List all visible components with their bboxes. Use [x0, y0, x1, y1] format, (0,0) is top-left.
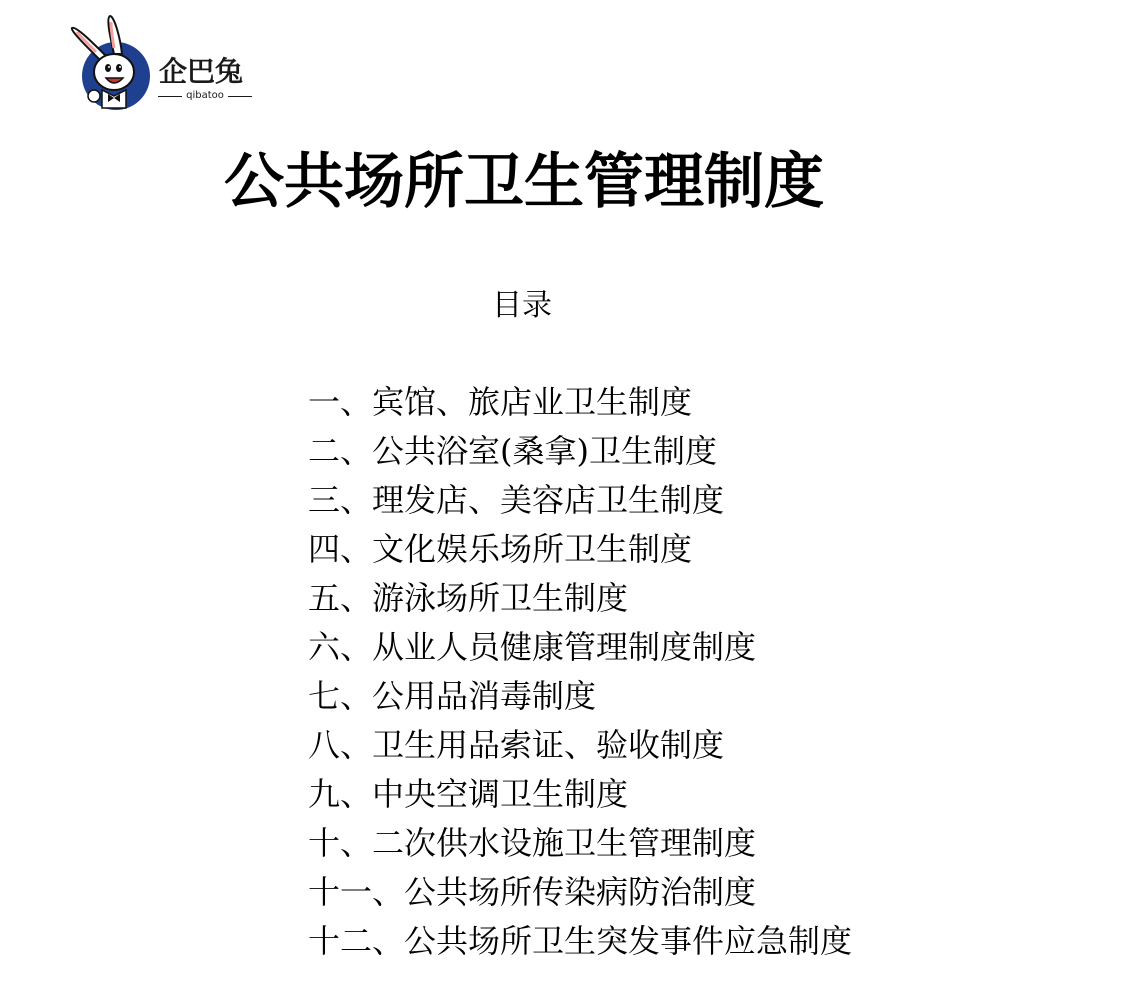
toc-item: 九、中央空调卫生制度	[308, 775, 629, 813]
toc-item: 一、宾馆、旅店业卫生制度	[308, 383, 693, 421]
toc-item: 六、从业人员健康管理制度制度	[308, 628, 757, 666]
logo-subtitle	[158, 90, 252, 102]
brand-logo	[66, 14, 266, 114]
toc-item: 八、卫生用品索证、验收制度	[308, 726, 725, 764]
logo-name: 企巴兔	[159, 55, 244, 88]
logo-rule-left	[158, 96, 182, 97]
logo-subtitle-text: qibatoo	[186, 90, 224, 101]
toc-item: 五、游泳场所卫生制度	[308, 579, 629, 617]
toc-item: 二、公共浴室(桑拿)卫生制度	[308, 432, 717, 470]
toc-item: 三、理发店、美容店卫生制度	[308, 481, 725, 519]
toc-item: 十二、公共场所卫生突发事件应急制度	[308, 922, 853, 960]
toc-item: 十一、公共场所传染病防治制度	[308, 873, 757, 911]
toc-item: 四、文化娱乐场所卫生制度	[308, 530, 693, 568]
toc-heading: 目录	[492, 288, 552, 323]
document-title: 公共场所卫生管理制度	[224, 147, 824, 217]
rabbit-mascot-icon	[66, 14, 156, 114]
toc-list	[308, 378, 852, 966]
logo-rule-right	[228, 96, 252, 97]
toc-item: 七、公用品消毒制度	[308, 677, 597, 715]
toc-item: 十、二次供水设施卫生管理制度	[308, 824, 757, 862]
